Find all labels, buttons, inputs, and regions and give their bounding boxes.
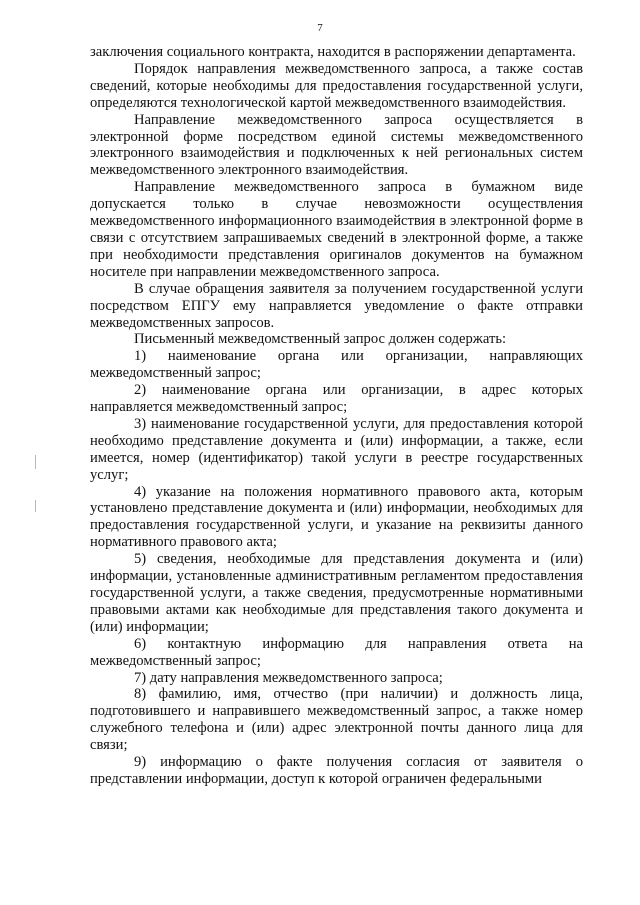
margin-mark — [35, 455, 36, 469]
page-number: 7 — [317, 22, 323, 34]
paragraph-electronic-form: Направление межведомственного запроса осуществляется в электронной форме посредством единой системы межведомственного электронного взаимодействия и подключенных к ней региональных систем межведомственного электронного взаимодействия. — [90, 111, 583, 179]
document-body — [90, 44, 583, 788]
list-item: 6) контактную информацию для направления ответа на межведомственный запрос; — [90, 635, 583, 669]
list-item: 4) указание на положения нормативного правового акта, которым установлено представление документа и (или) информации, необходимых для предоставления государственной услуги, и указание на реквизиты данного нормативного правового акта; — [90, 483, 583, 551]
paragraph-request-procedure: Порядок направления межведомственного запроса, а также состав сведений, которые необходимы для предоставления государственной услуги, определяются технологической картой межведомственного взаимодействия. — [90, 60, 583, 111]
list-item: 7) дату направления межведомственного запроса; — [134, 669, 443, 686]
list-item: 8) фамилию, имя, отчество (при наличии) и должность лица, подготовившего и направившего межведомственный запрос, а также номер служебного телефона и (или) адрес электронной почты данного лица для связи; — [90, 686, 583, 754]
list-item: 2) наименование органа или организации, в адрес которых направляется межведомственный запрос; — [90, 382, 583, 416]
paragraph-paper-form: Направление межведомственного запроса в бумажном виде допускается только в случае невозможности осуществления межведомственного информационного взаимодействия в электронной форме в связи с отсутствием запрашиваемых сведений в электронной форме, а также при необходимости представления оригиналов документов на бумажном носителе при направлении межведомственного запроса. — [90, 179, 583, 280]
paragraph-request-contents: Письменный межведомственный запрос должен содержать: — [134, 331, 507, 348]
list-item: 3) наименование государственной услуги, для предоставления которой необходимо представление документа и (или) информации, а также, если имеется, номер (идентификатор) такой услуги в реестре государственных услуг; — [90, 415, 583, 483]
list-item: 9) информацию о факте получения согласия от заявителя о представлении информации, доступ к которой ограничен федеральными — [90, 754, 583, 787]
margin-mark — [35, 500, 36, 512]
list-item: 5) сведения, необходимые для представления документа и (или) информации, установленные административным регламентом предоставления государственной услуги, а также сведения, предусмотренные нормативными правовыми актами как необходимые для представления такого документа и (или) информации; — [90, 551, 583, 635]
paragraph-epgu-notice: В случае обращения заявителя за получением государственной услуги посредством ЕПГУ ему направляется уведомление о факте отправки межведомственных запросов. — [90, 280, 583, 331]
list-item: 1) наименование органа или организации, направляющих межведомственный запрос; — [90, 348, 583, 382]
paragraph-continuation: заключения социального контракта, находится в распоряжении департамента. — [90, 44, 576, 60]
